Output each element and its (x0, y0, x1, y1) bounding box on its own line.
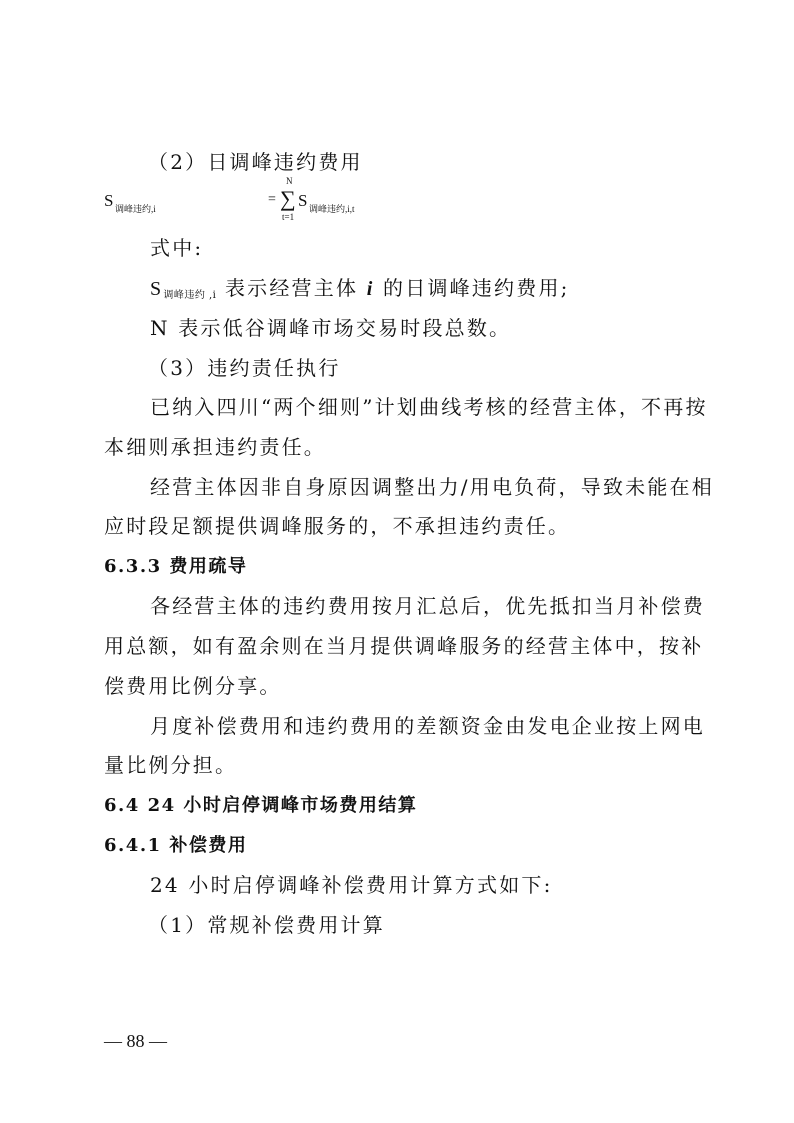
subsection-title-regular-compensation: （1）常规补偿费用计算 (148, 913, 385, 937)
penalty-sum-formula (104, 176, 424, 226)
formula-equals: = (268, 192, 276, 207)
definition-penalty-symbol (150, 274, 570, 310)
formula-rhs-subscript: 调峰违约,i,t (309, 204, 355, 214)
formula-sum-symbol: ∑ (280, 186, 296, 211)
paragraph-line: 经营主体因非自身原因调整出力/用电负荷，导致未能在相 (150, 475, 714, 499)
definition-variable: i (366, 278, 375, 300)
paragraph-line: 用总额，如有盈余则在当月提供调峰服务的经营主体中，按补 (104, 634, 704, 658)
page-number: — 88 — (104, 1031, 167, 1051)
paragraph-line: 偿费用比例分享。 (104, 674, 282, 698)
paragraph-line: 量比例分担。 (104, 753, 238, 777)
where-label: 式中: (150, 236, 204, 260)
paragraph-line: 24 小时启停调峰补偿费用计算方式如下: (150, 873, 553, 897)
paragraph-line: 本细则承担违约责任。 (104, 435, 326, 459)
formula-rhs-symbol: S (298, 191, 308, 210)
section-heading-6-3-3: 6.3.3 费用疏导 (104, 556, 248, 577)
definition-subscript: 调峰违约 ,i (163, 290, 217, 301)
section-heading-6-4-1: 6.4.1 补偿费用 (104, 835, 248, 856)
paragraph-line: 月度补偿费用和违约费用的差额资金由发电企业按上网电 (150, 714, 705, 738)
definition-text-b: 的日调峰违约费用; (383, 276, 570, 300)
formula-sum-upper: N (286, 176, 293, 186)
formula-lhs-symbol: S (104, 191, 114, 210)
formula-lhs-subscript: 调峰违约,i (115, 204, 156, 214)
formula-sum-lower: t=1 (282, 212, 295, 222)
paragraph-line: 应时段足额提供调峰服务的，不承担违约责任。 (104, 514, 571, 538)
section-heading-6-4: 6.4 24 小时启停调峰市场费用结算 (104, 795, 418, 816)
subsection-title-daily-penalty: （2）日调峰违约费用 (148, 150, 363, 174)
subsection-title-penalty-execution: （3）违约责任执行 (148, 356, 341, 380)
definition-symbol: S (150, 278, 164, 300)
definition-n: N 表示低谷调峰市场交易时段总数。 (150, 316, 512, 340)
definition-text-a: 表示经营主体 (224, 276, 359, 300)
paragraph-line: 各经营主体的违约费用按月汇总后，优先抵扣当月补偿费 (150, 594, 705, 618)
paragraph-line: 已纳入四川“两个细则”计划曲线考核的经营主体，不再按 (150, 395, 708, 419)
